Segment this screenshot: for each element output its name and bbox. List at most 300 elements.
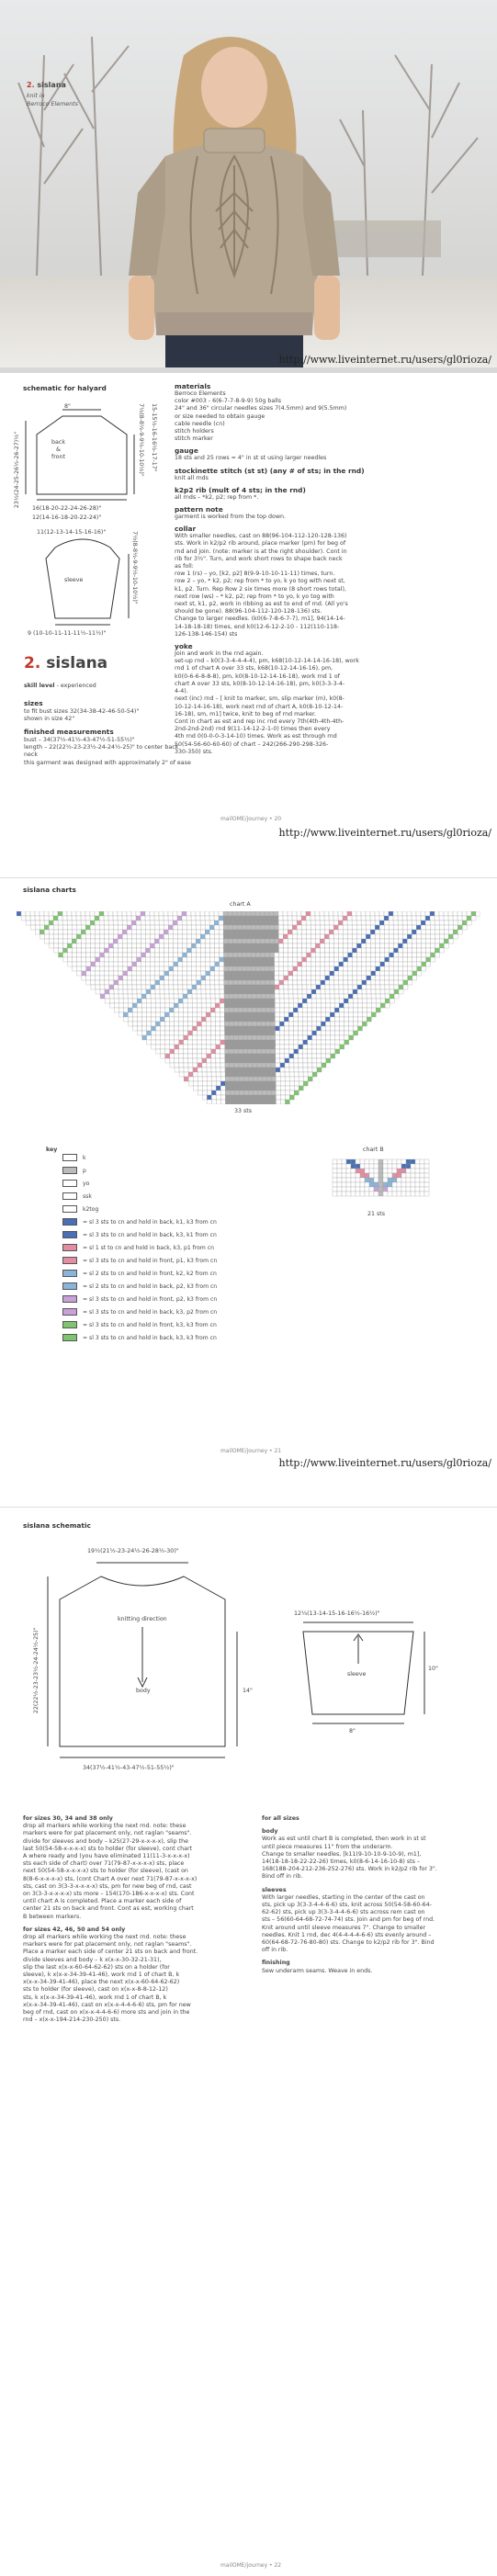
chart-b-cell xyxy=(337,1159,342,1164)
chart-a-cell xyxy=(265,948,269,953)
chart-a-cell xyxy=(384,921,389,925)
chart-b-cell xyxy=(365,1182,369,1187)
chart-a-cell xyxy=(141,953,146,957)
chart-a-cell xyxy=(233,1026,238,1031)
chart-a-cell xyxy=(270,980,275,985)
chart-a-cell xyxy=(348,994,353,999)
chart-a-cell xyxy=(301,916,306,921)
chart-a-cell xyxy=(256,953,261,957)
chart-a-cell xyxy=(357,957,362,962)
chart-a-cell xyxy=(73,962,77,966)
chart-a-cell xyxy=(379,916,384,921)
dim-bottom1: 16(18-20-22-24-26-28)" xyxy=(32,505,102,512)
chart-a-cell xyxy=(53,939,58,943)
chart-a-cell xyxy=(197,1026,201,1031)
chart-b-cell xyxy=(378,1178,383,1182)
chart-a-cell xyxy=(201,1022,206,1026)
chart-a-cell xyxy=(462,921,467,925)
chart-a-cell xyxy=(352,934,356,939)
chart-a-cell xyxy=(325,966,330,971)
chart-a-cell xyxy=(343,939,347,943)
chart-b-cell xyxy=(406,1173,411,1178)
chart-a-cell xyxy=(192,976,197,980)
chart-a-cell xyxy=(30,911,35,916)
chart-a-cell xyxy=(179,1068,184,1072)
chart-a-cell xyxy=(356,934,361,939)
chart-a-cell xyxy=(229,1003,233,1008)
pattern-page xyxy=(0,377,497,873)
chart-a-cell xyxy=(207,1077,211,1081)
chart-a-cell xyxy=(216,1054,220,1058)
chart-a-cell xyxy=(128,957,132,962)
chart-a-cell xyxy=(76,925,81,930)
chart-b-cell xyxy=(342,1169,346,1173)
chart-b-cell xyxy=(346,1159,351,1164)
chart-a-cell xyxy=(311,976,316,980)
chart-a-cell xyxy=(81,948,85,953)
chart-a-cell xyxy=(285,1095,289,1100)
chart-a-cell xyxy=(293,1026,298,1031)
chart-a-cell xyxy=(299,1054,303,1058)
top-dim: 19½(21½-23-24½-26-28½-30)" xyxy=(87,1548,179,1554)
chart-a-cell xyxy=(77,966,82,971)
chart-a-cell xyxy=(220,966,224,971)
chart-a-cell xyxy=(224,1017,229,1022)
chart-a-cell xyxy=(119,994,123,999)
chart-a-cell xyxy=(243,1072,248,1077)
chart-a-cell xyxy=(334,1017,339,1022)
chart-a-cell xyxy=(216,1031,220,1035)
chart-a-cell xyxy=(306,939,311,943)
chart-a-cell xyxy=(215,962,220,966)
collar-line: should be gone). 88(96-104-112-120-128-136) sts. xyxy=(175,608,322,616)
chart-a-cell xyxy=(390,976,394,980)
chart-a-cell xyxy=(362,971,367,976)
instruction-line: sts, cast on 3(3-3-x-x-x-x) sts, pm for new beg of rnd, cast xyxy=(23,1882,192,1890)
chart-a-cell xyxy=(453,934,457,939)
chart-a-cell xyxy=(202,1058,207,1063)
chart-a-cell xyxy=(321,989,325,994)
chart-a-cell xyxy=(233,999,238,1003)
chart-a-cell xyxy=(435,934,439,939)
chart-a-cell xyxy=(151,971,155,976)
chart-a-cell xyxy=(188,1077,193,1081)
chart-a-cell xyxy=(95,911,99,916)
chart-a-cell xyxy=(262,1045,266,1049)
chart-a-cell xyxy=(53,916,58,921)
chart-a-cell xyxy=(321,999,325,1003)
chart-a-cell xyxy=(270,994,275,999)
chart-a-cell xyxy=(155,1026,160,1031)
chart-a-cell xyxy=(247,989,252,994)
chart-a-cell xyxy=(192,989,197,994)
chart-a-cell xyxy=(252,1003,256,1008)
instruction-line: until chart A is completed. Place a marker each side of xyxy=(23,1898,182,1905)
chart-a-cell xyxy=(280,1077,285,1081)
chart-a-cell xyxy=(325,962,330,966)
chart-a-cell xyxy=(257,1072,262,1077)
chart-a-cell xyxy=(266,1054,271,1058)
chart-a-cell xyxy=(193,1077,198,1081)
chart-a-cell xyxy=(294,1035,299,1040)
chart-a-cell xyxy=(398,948,402,953)
chart-a-cell xyxy=(215,994,220,999)
collar-line: row 1 (rs) – yo, [k2, p2] 8(9-9-10-10-11-11) times, turn. xyxy=(175,571,335,578)
chart-a-cell xyxy=(280,1095,285,1100)
chart-a-cell xyxy=(220,1017,224,1022)
chart-a-cell xyxy=(321,957,325,962)
chart-a-cell xyxy=(58,925,62,930)
chart-a-cell xyxy=(165,1035,170,1040)
chart-a-cell xyxy=(403,957,408,962)
chart-a-cell xyxy=(114,953,119,957)
chart-a-cell xyxy=(271,1063,276,1068)
chart-a-cell xyxy=(261,1026,265,1031)
chart-b-cell xyxy=(415,1164,420,1169)
chart-a-cell xyxy=(174,957,178,962)
chart-a-cell xyxy=(210,980,215,985)
chart-a-cell xyxy=(155,989,160,994)
chart-a-cell xyxy=(174,953,178,957)
chart-a-cell xyxy=(169,971,174,976)
chart-a-cell xyxy=(229,985,233,989)
chart-a-cell xyxy=(326,1035,331,1040)
chart-a-cell xyxy=(289,1077,294,1081)
chart-a-cell xyxy=(333,925,338,930)
chart-a-cell xyxy=(331,1031,335,1035)
chart-a-cell xyxy=(197,999,201,1003)
chart-a-cell xyxy=(170,1040,175,1045)
chart-a-cell xyxy=(329,934,333,939)
chart-a-cell xyxy=(234,1100,239,1104)
chart-a-grid xyxy=(17,911,480,1104)
chart-a-cell xyxy=(269,934,274,939)
chart-a-cell xyxy=(292,943,297,948)
chart-a-cell xyxy=(257,1058,262,1063)
chart-a-cell xyxy=(357,985,362,989)
chart-a-cell xyxy=(155,953,160,957)
chart-a-cell xyxy=(207,1040,211,1045)
chart-a-cell xyxy=(265,939,269,943)
chart-a-cell xyxy=(209,948,214,953)
chart-a-cell xyxy=(303,1068,308,1072)
chart-a-cell xyxy=(301,948,306,953)
chart-a-cell xyxy=(253,1035,257,1040)
chart-a-cell xyxy=(294,1031,299,1035)
chart-a-cell xyxy=(193,1054,198,1058)
chart-a-cell xyxy=(321,1008,325,1012)
chart-a-cell xyxy=(128,976,132,980)
chart-b-cell xyxy=(415,1182,420,1187)
chart-a-cell xyxy=(108,930,113,934)
chart-a-cell xyxy=(399,962,403,966)
chart-a-cell xyxy=(293,980,298,985)
chart-a-cell xyxy=(260,930,265,934)
chart-a-cell xyxy=(266,1095,271,1100)
chart-a-cell xyxy=(375,911,379,916)
chart-a-cell xyxy=(298,1012,302,1017)
chart-a-cell xyxy=(187,989,192,994)
sizes-head: sizes xyxy=(24,699,43,707)
chart-a-cell xyxy=(407,939,412,943)
chart-a-cell xyxy=(320,925,324,930)
chart-a-cell xyxy=(288,916,292,921)
chart-a-cell xyxy=(393,943,398,948)
chart-a-cell xyxy=(311,930,315,934)
chart-a-cell xyxy=(288,980,293,985)
sleeve-bottom-dim: 9 (10-10-11-11-11½-11½)" xyxy=(28,630,107,637)
chart-a-cell xyxy=(225,1031,230,1035)
chart-a-cell xyxy=(215,999,220,1003)
chart-a-cell xyxy=(399,980,403,985)
chart-a-cell xyxy=(326,1049,331,1054)
chart-a-cell xyxy=(284,976,288,980)
chart-a-cell xyxy=(141,985,146,989)
chart-a-cell xyxy=(390,957,394,962)
chart-a-cell xyxy=(160,976,164,980)
source-url[interactable]: http://www.liveinternet.ru/users/gl0rioza/ xyxy=(278,827,491,839)
chart-a-cell xyxy=(146,985,151,989)
chart-a-cell xyxy=(182,934,186,939)
chart-a-cell xyxy=(230,1077,234,1081)
chart-a-cell xyxy=(141,948,145,953)
chart-a-cell xyxy=(307,980,311,985)
chart-a-cell xyxy=(339,980,344,985)
chart-a-cell xyxy=(347,916,352,921)
chart-a-cell xyxy=(183,953,187,957)
chart-a-cell xyxy=(266,1035,271,1040)
chart-a-cell xyxy=(316,980,321,985)
chart-b-cell xyxy=(392,1159,397,1164)
chart-a-cell xyxy=(407,925,412,930)
chart-a-cell xyxy=(182,921,186,925)
chart-b-cell xyxy=(337,1169,342,1173)
chart-a-cell xyxy=(385,962,390,966)
chart-a-cell xyxy=(169,976,174,980)
chart-a-cell xyxy=(197,980,201,985)
chart-a-cell xyxy=(275,1017,279,1022)
chart-a-cell xyxy=(325,971,330,976)
chart-a-cell xyxy=(257,1068,262,1072)
chart-a-cell xyxy=(91,953,96,957)
chart-a-cell xyxy=(161,1054,165,1058)
source-url[interactable]: http://www.liveinternet.ru/users/gl0rioza/ xyxy=(278,354,491,366)
chart-a-cell xyxy=(243,1090,248,1095)
chart-a-cell xyxy=(312,1031,317,1035)
chart-a-cell xyxy=(155,985,160,989)
chart-a-cell xyxy=(252,957,256,962)
chart-a-cell xyxy=(155,1003,160,1008)
chart-a-cell xyxy=(398,943,402,948)
chart-a-cell xyxy=(333,934,338,939)
chart-a-cell xyxy=(308,1063,312,1068)
chart-b-cell xyxy=(360,1178,365,1182)
chart-a-cell xyxy=(412,921,416,925)
chart-a-cell xyxy=(379,934,384,939)
chart-a-cell xyxy=(375,934,379,939)
chart-a-cell xyxy=(298,976,302,980)
chart-a-cell xyxy=(403,966,408,971)
source-url[interactable]: http://www.liveinternet.ru/users/gl0rioza/ xyxy=(278,1457,491,1469)
instruction-line: x(x-x-34-39-41-46), place the next x(x-x-60-64-62-62) xyxy=(23,1979,180,1986)
chart-a-cell xyxy=(462,911,467,916)
chart-a-cell xyxy=(187,980,192,985)
chart-a-cell xyxy=(435,916,439,921)
chart-a-cell xyxy=(251,939,255,943)
chart-a-cell xyxy=(331,1040,335,1045)
chart-a-cell xyxy=(35,925,40,930)
chart-a-cell xyxy=(417,966,422,971)
chart-a-cell xyxy=(207,1072,211,1077)
chart-a-cell xyxy=(311,962,316,966)
chart-a-cell xyxy=(205,939,209,943)
chart-a-cell xyxy=(298,953,302,957)
instruction-line: for sizes 42, 46, 50 and 54 only xyxy=(23,1926,126,1933)
chart-a-cell xyxy=(127,925,131,930)
chart-a-cell xyxy=(274,925,278,930)
chart-a-cell xyxy=(430,930,435,934)
chart-a-cell xyxy=(131,948,136,953)
chart-a-cell xyxy=(426,953,431,957)
chart-a-cell xyxy=(220,976,224,980)
chart-a-cell xyxy=(394,957,399,962)
chart-a-cell xyxy=(289,1095,294,1100)
chart-a-cell xyxy=(344,989,348,994)
chart-a-cell xyxy=(82,957,86,962)
key-label: = sl 2 sts to cn and hold in front, k2, k2 from cn xyxy=(83,1271,217,1277)
chart-a-cell xyxy=(407,948,412,953)
collar-line: as foll: xyxy=(175,563,194,571)
chart-a-cell xyxy=(255,911,260,916)
chart-a-cell xyxy=(262,1040,266,1045)
chart-a-cell xyxy=(131,925,136,930)
chart-a-cell xyxy=(384,948,389,953)
chart-a-cell xyxy=(326,1031,331,1035)
chart-a-cell xyxy=(269,939,274,943)
chart-a-cell xyxy=(371,966,376,971)
chart-a-cell xyxy=(285,1090,289,1095)
chart-a-cell xyxy=(389,948,393,953)
chart-a-cell xyxy=(175,1035,179,1040)
chart-a-cell xyxy=(182,911,186,916)
chart-a-cell xyxy=(256,966,261,971)
chart-a-cell xyxy=(30,916,35,921)
chart-a-cell xyxy=(161,1031,165,1035)
chart-a-cell xyxy=(225,1081,230,1086)
chart-a-cell xyxy=(67,925,72,930)
chart-a-cell xyxy=(216,1035,220,1040)
chart-a-cell xyxy=(275,1003,279,1008)
chart-a-cell xyxy=(317,1049,322,1054)
chart-a-cell xyxy=(333,921,338,925)
chart-a-cell xyxy=(298,985,302,989)
chart-a-cell xyxy=(119,966,123,971)
chart-b-cell xyxy=(374,1164,378,1169)
chart-a-cell xyxy=(280,1100,285,1104)
chart-a-cell xyxy=(271,1081,276,1086)
chart-a-cell xyxy=(412,971,417,976)
chart-a-cell xyxy=(100,994,105,999)
chart-a-cell xyxy=(348,1008,353,1012)
chart-a-cell xyxy=(260,925,265,930)
chart-b-cell xyxy=(356,1159,360,1164)
chart-a-cell xyxy=(288,911,292,916)
chart-a-cell xyxy=(215,953,220,957)
chart-a-cell xyxy=(307,989,311,994)
chart-a-cell xyxy=(251,911,255,916)
chart-a-cell xyxy=(193,1086,198,1090)
chart-a-cell xyxy=(261,1003,265,1008)
chart-b-cell xyxy=(333,1187,337,1192)
chart-a-cell xyxy=(243,1086,248,1090)
chart-a-cell xyxy=(257,1077,262,1081)
chart-a-cell xyxy=(320,934,324,939)
chart-b-cell xyxy=(420,1178,424,1182)
chart-a-cell xyxy=(142,1031,147,1035)
chart-a-cell xyxy=(119,989,123,994)
chart-a-cell xyxy=(187,985,192,989)
chart-a-cell xyxy=(266,1072,271,1077)
chart-a-cell xyxy=(233,985,238,989)
sleeve-top-dim: 11(12-13-14-15-16-16)" xyxy=(37,529,107,536)
chart-a-cell xyxy=(196,943,200,948)
chart-a-cell xyxy=(394,976,399,980)
chart-a-cell xyxy=(293,985,298,989)
chart-a-cell xyxy=(122,921,127,925)
chart-a-cell xyxy=(122,916,127,921)
chart-a-cell xyxy=(202,1045,207,1049)
dim-side-right2: 15-15½-16-16½-17-17" xyxy=(151,403,158,472)
chart-a-cell xyxy=(247,962,252,966)
chart-a-cell xyxy=(362,957,367,962)
chart-a-cell xyxy=(265,911,269,916)
chart-a-cell xyxy=(128,989,132,994)
chart-b-cell xyxy=(342,1178,346,1182)
chart-a-cell xyxy=(265,930,269,934)
chart-a-cell xyxy=(90,934,95,939)
chart-a-cell xyxy=(136,943,141,948)
chart-a-cell xyxy=(137,1026,141,1031)
chart-a-cell xyxy=(389,943,393,948)
chart-a-cell xyxy=(238,976,243,980)
chart-a-cell xyxy=(99,943,104,948)
chart-a-cell xyxy=(128,994,132,999)
chart-a-cell xyxy=(312,1049,317,1054)
chart-a-cell xyxy=(253,1068,257,1072)
chart-a-cell xyxy=(389,911,393,916)
chart-a-cell xyxy=(160,1017,164,1022)
chart-a-cell xyxy=(316,962,321,966)
chart-a-cell xyxy=(324,943,329,948)
chart-a-cell xyxy=(370,911,375,916)
chart-a-cell xyxy=(306,930,311,934)
key-swatch xyxy=(62,1231,77,1238)
instruction-line: x(x-x-34-39-41-46), cast on x(x-x-4-4-6-6) sts, pm for new xyxy=(23,2001,191,2008)
chart-a-cell xyxy=(178,976,183,980)
chart-a-cell xyxy=(141,1022,146,1026)
chart-a-cell xyxy=(324,921,329,925)
chart-a-cell xyxy=(243,1068,248,1072)
chart-a-cell xyxy=(435,921,439,925)
chart-a-cell xyxy=(210,953,215,957)
chart-a-cell xyxy=(348,966,353,971)
chart-a-cell xyxy=(192,1017,197,1022)
chart-a-cell xyxy=(183,999,187,1003)
chart-a-cell xyxy=(191,930,196,934)
chart-a-cell xyxy=(145,948,150,953)
chart-a-cell xyxy=(256,957,261,962)
chart-a-cell xyxy=(35,921,40,925)
